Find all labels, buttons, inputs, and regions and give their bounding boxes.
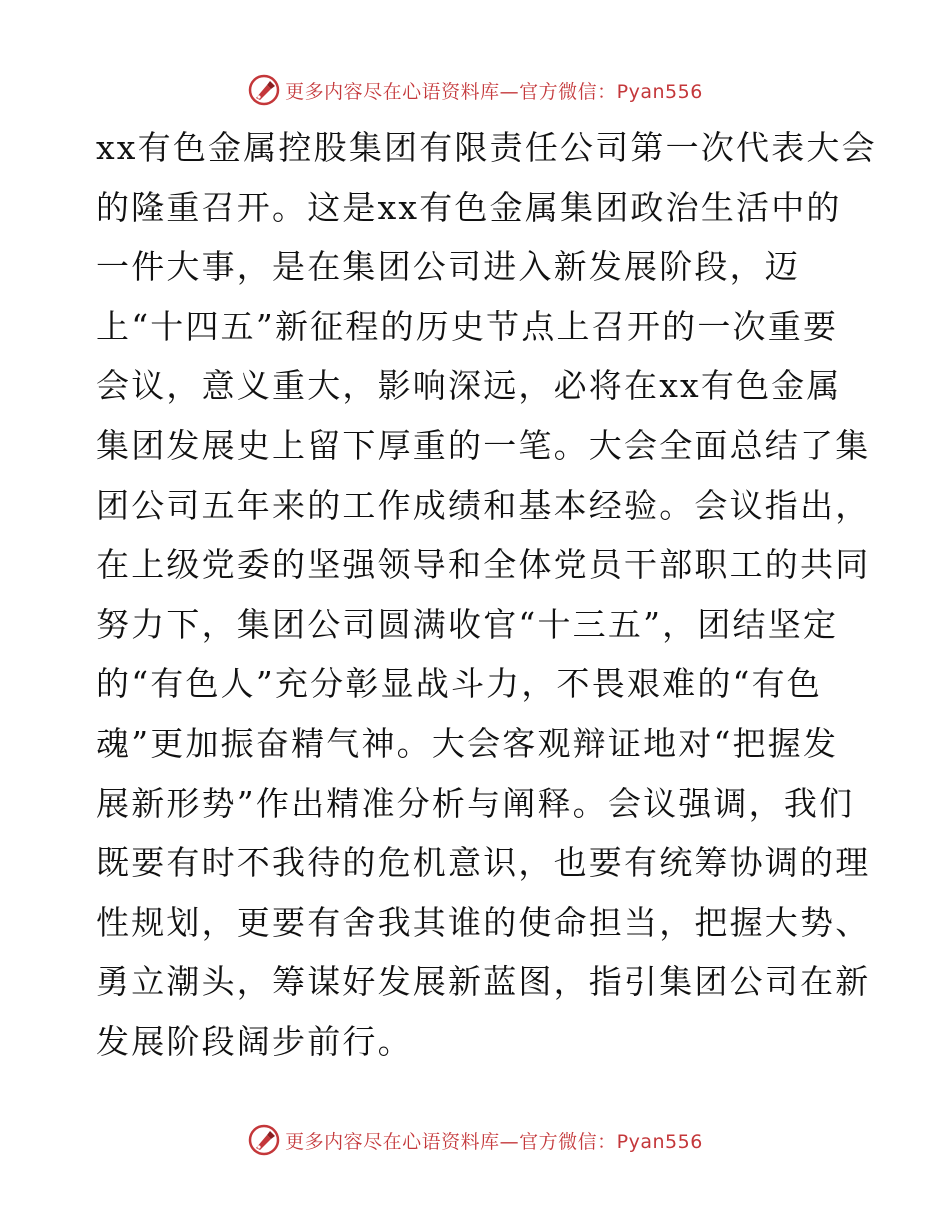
document-body (96, 118, 877, 1072)
paragraph-line: 发展阶段阔步前行。 (96, 1021, 413, 1061)
paragraph-line: 在上级党委的坚强领导和全体党员干部职工的共同 (96, 545, 871, 585)
paragraph-line: 魂”更加振奋精气神。大会客观辩证地对“把握发 (96, 723, 839, 763)
paragraph-line: 的“有色人”充分彰显战斗力，不畏艰难的“有色 (96, 664, 823, 704)
paragraph-line: 既要有时不我待的危机意识，也要有统筹协调的理 (96, 843, 871, 883)
paragraph-line: 会议，意义重大，影响深远，必将在xx有色金属 (96, 366, 842, 406)
header-banner (0, 70, 950, 110)
paragraph-line: 集团发展史上留下厚重的一笔。大会全面总结了集 (96, 425, 871, 465)
pen-nib-logo-icon (247, 1123, 281, 1157)
paragraph-line: 勇立潮头，筹谋好发展新蓝图，指引集团公司在新 (96, 962, 871, 1002)
paragraph-line: 一件大事，是在集团公司进入新发展阶段，迈 (96, 247, 800, 287)
paragraph-line: xx有色金属控股集团有限责任公司第一次代表大会 (96, 128, 877, 167)
paragraph-line: 性规划，更要有舍我其谁的使命担当，把握大势、 (96, 902, 871, 942)
paragraph-line: 努力下，集团公司圆满收官“十三五”，团结坚定 (96, 604, 839, 644)
pen-nib-logo-icon (247, 73, 281, 107)
paragraph-line: 的隆重召开。这是xx有色金属集团政治生活中的 (96, 187, 842, 227)
footer-banner-text: 更多内容尽在心语资料库—官方微信：Pyan556 (285, 1130, 703, 1153)
paragraph-line: 展新形势”作出精准分析与阐释。会议强调，我们 (96, 783, 855, 823)
header-banner-text: 更多内容尽在心语资料库—官方微信：Pyan556 (285, 80, 703, 103)
paragraph-line: 团公司五年来的工作成绩和基本经验。会议指出， (96, 485, 871, 525)
footer-banner (0, 1120, 950, 1160)
paragraph-line: 上“十四五”新征程的历史节点上召开的一次重要 (96, 306, 839, 346)
